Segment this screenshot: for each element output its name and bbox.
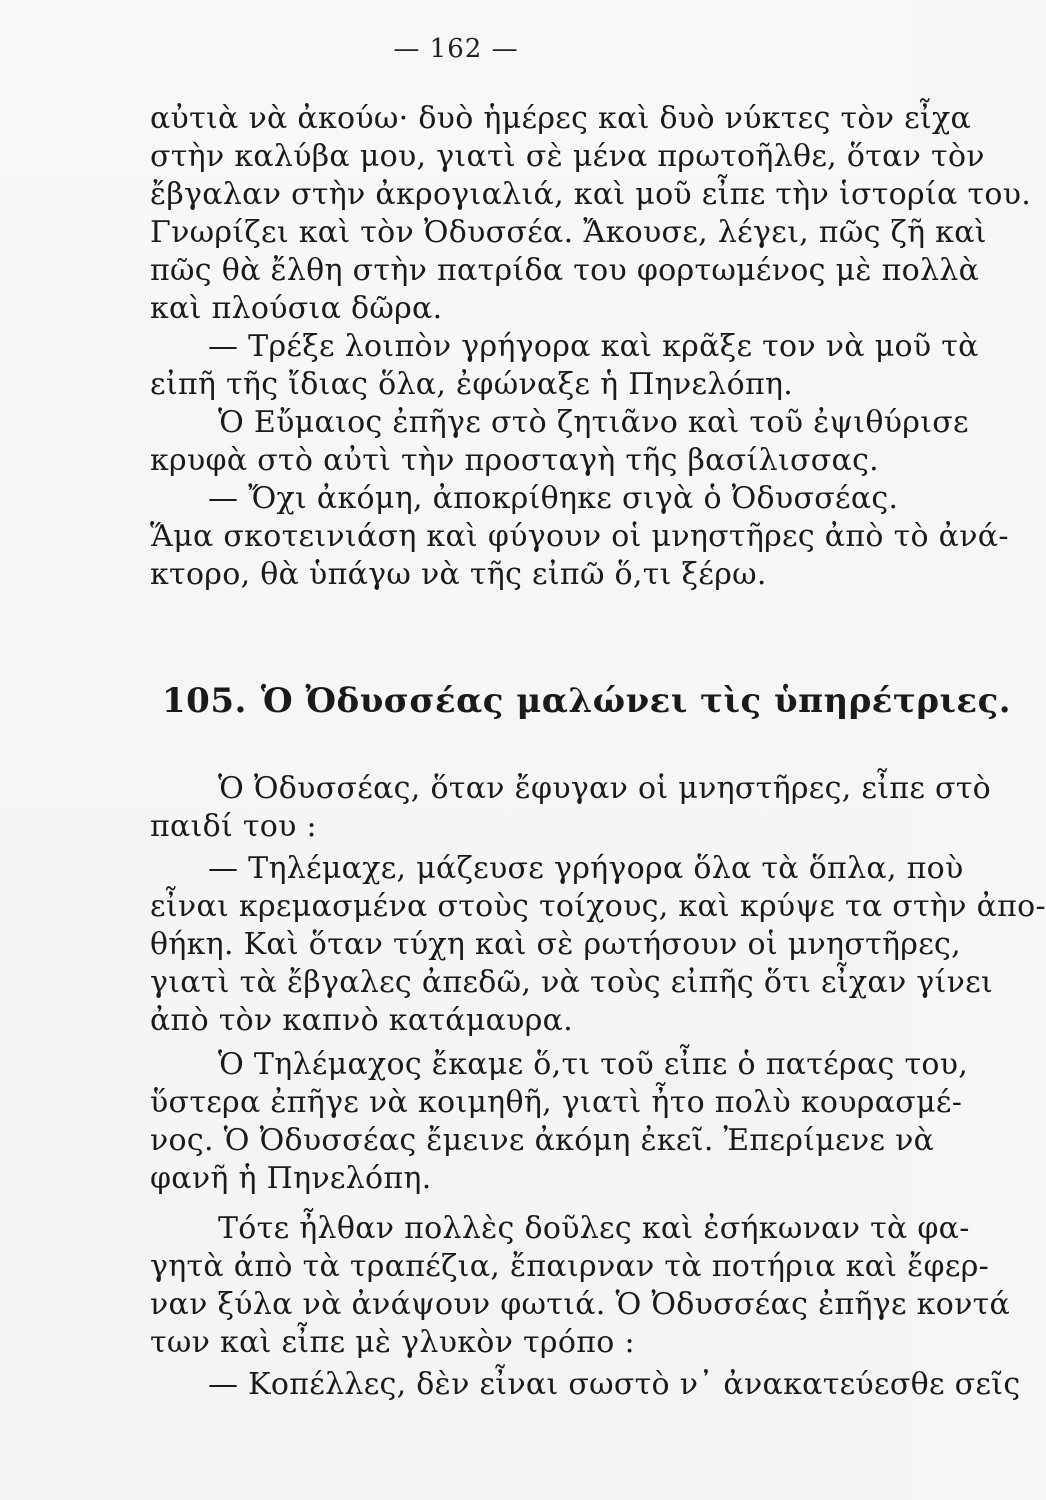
section-title: Ὁ Ὀδυσσέας μαλώνει τὶς ὑπηρέτριες. <box>260 681 1012 721</box>
text-line: Ἅμα σκοτεινιάση καὶ φύγουν οἱ μνηστῆρες ἀπὸ τὸ ἀνά- <box>150 519 1009 554</box>
page-number: — 162 — <box>393 34 519 64</box>
text-line: κρυφὰ στὸ αὐτὶ τὴν προσταγὴ τῆς βασίλισσας. <box>150 443 880 478</box>
text-line: γητὰ ἀπὸ τὰ τραπέζια, ἔπαιρναν τὰ ποτήρια καὶ ἔφερ- <box>150 1249 990 1284</box>
text-line: των καὶ εἶπε μὲ γλυκὸν τρόπο : <box>150 1325 635 1360</box>
text-line: — Κοπέλλες, δὲν εἶναι σωστὸ ν᾽ ἀνακατεύεσθε σεῖς <box>208 1367 1021 1402</box>
text-line: ὕστερα ἐπῆγε νὰ κοιμηθῆ, γιατὶ ἦτο πολὺ κουρασμέ- <box>150 1085 963 1120</box>
text-line: καὶ πλούσια δῶρα. <box>150 291 443 326</box>
text-line: αὐτιὰ νὰ ἀκούω· δυὸ ἡμέρες καὶ δυὸ νύκτες τὸν εἶχα <box>150 101 972 136</box>
text-line: — Τηλέμαχε, μάζευσε γρήγορα ὅλα τὰ ὅπλα, ποὺ <box>208 851 964 886</box>
section-heading <box>162 679 1012 723</box>
text-line: θήκη. Καὶ ὅταν τύχη καὶ σὲ ρωτήσουν οἱ μνηστῆρες, <box>150 927 961 962</box>
section-number: 105. <box>162 681 247 721</box>
text-line: παιδί του : <box>150 809 317 844</box>
text-line: ναν ξύλα νὰ ἀνάψουν φωτιά. Ὁ Ὀδυσσέας ἐπῆγε κοντά <box>150 1287 1011 1322</box>
text-line: ἀπὸ τὸν καπνὸ κατάμαυρα. <box>150 1003 574 1038</box>
text-line: νος. Ὁ Ὀδυσσέας ἔμεινε ἀκόμη ἐκεῖ. Ἐπερίμενε νὰ <box>150 1123 935 1158</box>
text-line: — Ὄχι ἀκόμη, ἀποκρίθηκε σιγὰ ὁ Ὀδυσσέας. <box>208 481 899 516</box>
text-line: στὴν καλύβα μου, γιατὶ σὲ μένα πρωτοῆλθε, ὅταν τὸν <box>150 139 985 174</box>
text-line: Ὁ Εὔμαιος ἐπῆγε στὸ ζητιᾶνο καὶ τοῦ ἐψιθύρισε <box>218 405 969 440</box>
text-line: γιατὶ τὰ ἔβγαλες ἀπεδῶ, νὰ τοὺς εἰπῆς ὅτι εἶχαν γίνει <box>150 965 994 1000</box>
text-line: πῶς θὰ ἔλθη στὴν πατρίδα του φορτωμένος μὲ πολλὰ <box>150 253 980 288</box>
text-line: Ὁ Τηλέμαχος ἔκαμε ὅ,τι τοῦ εἶπε ὁ πατέρας του, <box>218 1047 969 1082</box>
text-line: Ὁ Ὀδυσσέας, ὅταν ἔφυγαν οἱ μνηστῆρες, εἶπε στὸ <box>218 771 992 806</box>
text-line: φανῆ ἡ Πηνελόπη. <box>150 1161 432 1196</box>
text-line: ἔβγαλαν στὴν ἀκρογιαλιά, καὶ μοῦ εἶπε τὴν ἱστορία του. <box>150 177 1032 212</box>
text-line: Τότε ἦλθαν πολλὲς δοῦλες καὶ ἐσήκωναν τὰ φα- <box>218 1211 970 1246</box>
text-line: Γνωρίζει καὶ τὸν Ὀδυσσέα. Ἄκουσε, λέγει, πῶς ζῆ καὶ <box>150 215 987 250</box>
text-line: εἶναι κρεμασμένα στοὺς τοίχους, καὶ κρύψε τα στὴν ἀπο- <box>150 889 1046 924</box>
text-line: εἰπῆ τῆς ἴδιας ὅλα, ἐφώναξε ἡ Πηνελόπη. <box>150 367 794 402</box>
text-line: κτορο, θὰ ὑπάγω νὰ τῆς εἰπῶ ὅ,τι ξέρω. <box>150 557 767 592</box>
text-line: — Τρέξε λοιπὸν γρήγορα καὶ κρᾶξε τον νὰ μοῦ τὰ <box>208 329 979 364</box>
